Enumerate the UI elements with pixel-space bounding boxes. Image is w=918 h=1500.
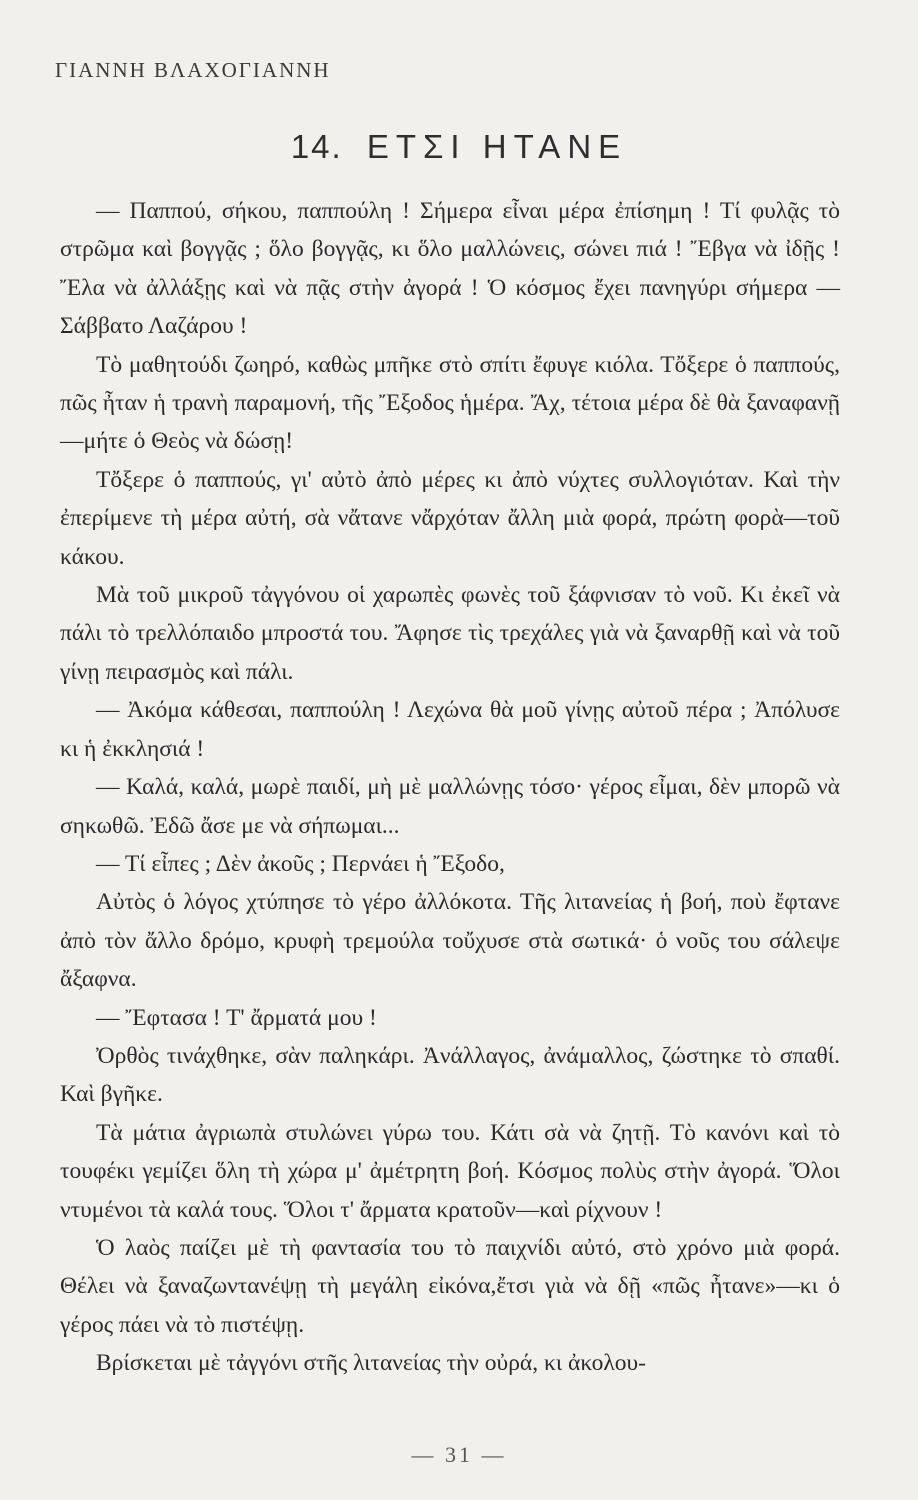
page-number: — 31 — xyxy=(411,1442,507,1467)
chapter-title xyxy=(0,128,918,166)
paragraph: — Τί εἶπες ; Δὲν ἀκοῦς ; Περνάει ἡ Ἔξοδο, xyxy=(96,850,505,877)
paragraph: Βρίσκεται μὲ τἀγγόνι στῆς λιτανείας τὴν οὐρά, κι ἀκολου- xyxy=(96,1350,647,1377)
paragraph: Αὐτὸς ὁ λόγος χτύπησε τὸ γέρο ἀλλόκοτα. Τῆς λιτανείας ἡ βοή, ποὺ ἔφτανε ἀπὸ τὸν ἄλλο δρόμο, κρυφὴ τρεμούλα τοὔχυσε στὰ σωτικά· ὁ νοῦς του σάλεψε ἄξαφνα. xyxy=(60,889,840,993)
paragraph: Μὰ τοῦ μικροῦ τἀγγόνου οἱ χαρωπὲς φωνὲς τοῦ ξάφνισαν τὸ νοῦ. Κι ἐκεῖ νὰ πάλι τὸ τρελλόπαιδο μπροστά του. Ἄφησε τὶς τρεχάλες γιὰ νὰ ξαναρθῇ καὶ νὰ τοῦ γίνῃ πειρασμὸς καὶ πάλι. xyxy=(60,582,840,685)
running-head: ΓΙΑΝΝΗ ΒΛΑΧΟΓΙΑΝΝΗ xyxy=(55,58,331,82)
paragraph: — Παππού, σήκου, παππούλη ! Σήμερα εἶναι μέρα ἐπίσημη ! Τί φυλᾷς τὸ στρῶμα καὶ βογγᾷς ; ὅλο βογγᾷς, κι ὅλο μαλλώνεις, σώνει πιά ! Ἔβγα νὰ ἰδῇς ! Ἔλα νὰ ἀλλάξῃς καὶ νὰ πᾷς στὴν ἀγορά ! Ὁ κόσμος ἔχει πανηγύρι σήμερα — Σάββατο Λαζάρου ! xyxy=(60,198,840,340)
paragraph: Τὄξερε ὁ παππούς, γι' αὐτὸ ἀπὸ μέρες κι ἀπὸ νύχτες συλλογιόταν. Καὶ τὴν ἐπερίμενε τὴ μέρα αὐτή, σὰ νἄτανε νἄρχόταν ἄλλη μιὰ φορά, πρώτη φορὰ—τοῦ κάκου. xyxy=(60,466,840,570)
chapter-number: 14. xyxy=(290,128,343,165)
paragraph: — Ἀκόμα κάθεσαι, παππούλη ! Λεχώνα θὰ μοῦ γίνῃς αὐτοῦ πέρα ; Ἀπόλυσε κι ἡ ἐκκλησιά ! xyxy=(60,697,840,762)
paragraph: Τὸ μαθητούδι ζωηρό, καθὼς μπῆκε στὸ σπίτι ἔφυγε κιόλα. Τὄξερε ὁ παππούς, πῶς ἦταν ἡ τρανὴ παραμονή, τῆς Ἔξοδος ἡμέρα. Ἄχ, τέτοια μέρα δὲ θὰ ξαναφανῇ—μήτε ὁ Θεὸς νὰ δώσῃ! xyxy=(60,351,840,455)
chapter-title-text: ΕΤΣΙ ΗΤΑΝΕ xyxy=(366,128,628,165)
paragraph: — Καλά, καλά, μωρὲ παιδί, μὴ μὲ μαλλώνῃς τόσο· γέρος εἶμαι, δὲν μπορῶ νὰ σηκωθῶ. Ἐδῶ ἄσε με νὰ σήπωμαι... xyxy=(60,774,840,839)
paragraph: Τὰ μάτια ἀγριωπὰ στυλώνει γύρω του. Κάτι σὰ νὰ ζητῇ. Τὸ κανόνι καὶ τὸ τουφέκι γεμίζει ὅλη τὴ χώρα μ' ἀμέτρητη βοή. Κόσμος πολὺς στὴν ἀγορά. Ὅλοι ντυμένοι τὰ καλά τους. Ὅλοι τ' ἄρματα κρατοῦν—καὶ ρίχνουν ! xyxy=(60,1119,840,1223)
paragraph: Ὀρθὸς τινάχθηκε, σὰν παληκάρι. Ἀνάλλαγος, ἀνάμαλλος, ζώστηκε τὸ σπαθί. Καὶ βγῆκε. xyxy=(60,1042,840,1108)
paragraph: Ὁ λαὸς παίζει μὲ τὴ φαντασία του τὸ παιχνίδι αὐτό, στὸ χρόνο μιὰ φορά. Θέλει νὰ ξαναζωντανέψῃ τὴ μεγάλη εἰκόνα,ἔτσι γιὰ νὰ δῇ «πῶς ἦτανε»—κι ὁ γέρος πάει νὰ τὸ πιστέψῃ. xyxy=(60,1234,840,1338)
paragraph: — Ἔφτασα ! Τ' ἄρματά μου ! xyxy=(96,1004,377,1031)
body-text xyxy=(60,192,840,1383)
